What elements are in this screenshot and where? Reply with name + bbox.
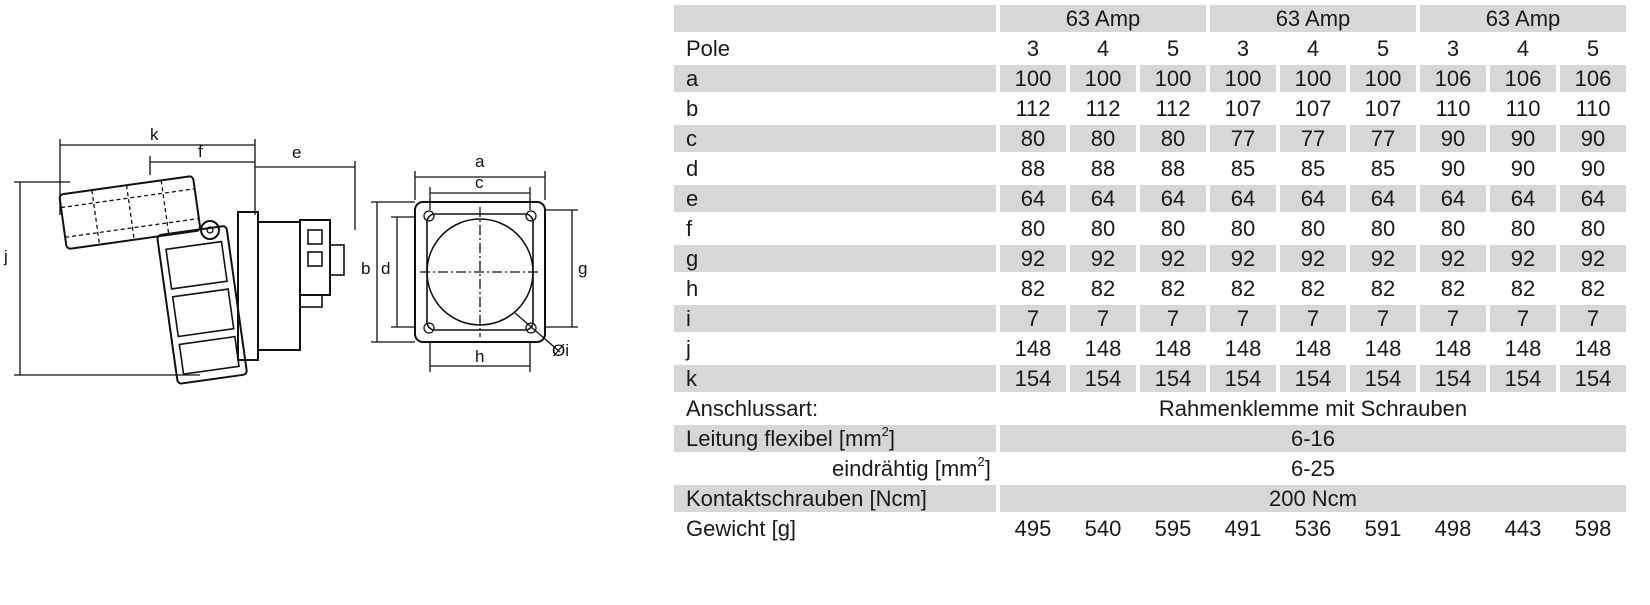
table-cell: 64 — [1210, 185, 1276, 212]
table-cell: 200 Ncm — [1000, 485, 1626, 512]
table-cell: 82 — [1140, 275, 1206, 302]
table-cell: 80 — [1280, 215, 1346, 242]
table-cell: 64 — [1350, 185, 1416, 212]
table-cell: 80 — [1000, 215, 1066, 242]
specification-table — [670, 2, 1630, 545]
row-label: f — [674, 215, 996, 242]
table-cell: 80 — [1000, 125, 1066, 152]
table-cell: 154 — [1210, 365, 1276, 392]
table-cell: 80 — [1210, 215, 1276, 242]
table-cell: 80 — [1070, 215, 1136, 242]
table-cell: 154 — [1140, 365, 1206, 392]
table-cell: 154 — [1000, 365, 1066, 392]
row-label: h — [674, 275, 996, 302]
table-cell: 82 — [1560, 275, 1626, 302]
table-cell: 88 — [1070, 155, 1136, 182]
table-cell: 3 — [1000, 35, 1066, 62]
table-cell: 82 — [1000, 275, 1066, 302]
table-cell: 154 — [1490, 365, 1556, 392]
table-cell: 148 — [1210, 335, 1276, 362]
table-cell: 80 — [1350, 215, 1416, 242]
table-cell: 107 — [1210, 95, 1276, 122]
table-cell: 80 — [1420, 215, 1486, 242]
table-cell: 148 — [1140, 335, 1206, 362]
dim-label-e: e — [292, 143, 302, 162]
table-cell: 107 — [1350, 95, 1416, 122]
table-cell: 110 — [1420, 95, 1486, 122]
table-cell: 88 — [1000, 155, 1066, 182]
dim-label-k: k — [150, 125, 159, 144]
table-cell: 90 — [1560, 155, 1626, 182]
row-label: c — [674, 125, 996, 152]
table-cell: 112 — [1070, 95, 1136, 122]
table-cell: 595 — [1140, 515, 1206, 542]
table-cell: 7 — [1000, 305, 1066, 332]
table-cell: 92 — [1140, 245, 1206, 272]
header-label — [674, 5, 996, 32]
table-cell: 443 — [1490, 515, 1556, 542]
table-cell: 92 — [1560, 245, 1626, 272]
table-row — [674, 365, 1626, 392]
table-cell: 82 — [1490, 275, 1556, 302]
table-cell: 85 — [1350, 155, 1416, 182]
table-cell: 90 — [1490, 155, 1556, 182]
table-cell: 154 — [1280, 365, 1346, 392]
table-cell: 106 — [1420, 65, 1486, 92]
table-cell: 64 — [1490, 185, 1556, 212]
table-row-leitung-flexibel — [674, 425, 1626, 452]
table-cell: 154 — [1350, 365, 1416, 392]
table-row — [674, 155, 1626, 182]
row-label: Anschlussart: — [674, 395, 996, 422]
table-cell: 491 — [1210, 515, 1276, 542]
table-row — [674, 65, 1626, 92]
row-label: g — [674, 245, 996, 272]
row-label: Leitung flexibel $[mm^2]$ — [674, 425, 996, 452]
table-cell: 82 — [1420, 275, 1486, 302]
table-cell: 90 — [1420, 125, 1486, 152]
row-label: eindrähtig $[mm^2]$ — [674, 455, 996, 482]
table-cell: 64 — [1420, 185, 1486, 212]
table-cell: 112 — [1140, 95, 1206, 122]
table-cell: 6-16 — [1000, 425, 1626, 452]
dim-label-g: g — [578, 259, 588, 278]
table-cell: 7 — [1350, 305, 1416, 332]
table-cell: 7 — [1490, 305, 1556, 332]
table-cell: 6-25 — [1000, 455, 1626, 482]
dim-label-j: j — [4, 247, 8, 266]
table-cell: 5 — [1350, 35, 1416, 62]
table-row — [674, 185, 1626, 212]
table-cell: 5 — [1560, 35, 1626, 62]
table-cell: 100 — [1350, 65, 1416, 92]
table-cell: 591 — [1350, 515, 1416, 542]
table-row — [674, 305, 1626, 332]
table-cell: 110 — [1560, 95, 1626, 122]
table-cell: 7 — [1210, 305, 1276, 332]
table-cell: 3 — [1210, 35, 1276, 62]
table-cell: 4 — [1490, 35, 1556, 62]
dim-label-h: h — [475, 347, 485, 366]
table-row-gewicht — [674, 515, 1626, 542]
table-row — [674, 215, 1626, 242]
header-group-2: 63 Amp — [1210, 5, 1416, 32]
table-cell: 82 — [1350, 275, 1416, 302]
table-cell: 148 — [1490, 335, 1556, 362]
table-cell: Rahmenklemme mit Schrauben — [1000, 395, 1626, 422]
row-label: i — [674, 305, 996, 332]
table-cell: 495 — [1000, 515, 1066, 542]
dim-label-f: f — [198, 142, 203, 161]
row-label: Pole — [674, 35, 996, 62]
table-cell: 90 — [1490, 125, 1556, 152]
table-cell: 4 — [1070, 35, 1136, 62]
row-label: a — [674, 65, 996, 92]
table-cell: 82 — [1280, 275, 1346, 302]
table-cell: 77 — [1280, 125, 1346, 152]
header-group-3: 63 Amp — [1420, 5, 1626, 32]
table-cell: 106 — [1490, 65, 1556, 92]
table-cell: 7 — [1140, 305, 1206, 332]
table-header-row — [674, 5, 1626, 32]
table-cell: 90 — [1560, 125, 1626, 152]
dim-label-a: a — [475, 152, 485, 171]
table-cell: 148 — [1070, 335, 1136, 362]
table-cell: 92 — [1210, 245, 1276, 272]
table-cell: 4 — [1280, 35, 1346, 62]
table-cell: 598 — [1560, 515, 1626, 542]
table-cell: 107 — [1280, 95, 1346, 122]
dim-label-i: Øi — [552, 341, 569, 360]
table-cell: 154 — [1420, 365, 1486, 392]
table-cell: 7 — [1420, 305, 1486, 332]
table-cell: 106 — [1560, 65, 1626, 92]
row-label: e — [674, 185, 996, 212]
table-cell: 64 — [1140, 185, 1206, 212]
table-row-eindraehtig — [674, 455, 1626, 482]
table-cell: 80 — [1560, 215, 1626, 242]
table-cell: 148 — [1000, 335, 1066, 362]
dimension-rows — [674, 65, 1626, 392]
table-cell: 80 — [1140, 215, 1206, 242]
header-group-1: 63 Amp — [1000, 5, 1206, 32]
row-label: k — [674, 365, 996, 392]
dim-label-c: c — [475, 173, 484, 192]
table-cell: 64 — [1070, 185, 1136, 212]
dimension-drawing-svg — [0, 0, 640, 605]
table-cell: 92 — [1350, 245, 1416, 272]
table-cell: 110 — [1490, 95, 1556, 122]
table-cell: 92 — [1420, 245, 1486, 272]
table-cell: 77 — [1210, 125, 1276, 152]
table-cell: 148 — [1560, 335, 1626, 362]
table-cell: 7 — [1560, 305, 1626, 332]
row-label: b — [674, 95, 996, 122]
table-cell: 92 — [1280, 245, 1346, 272]
table-cell: 80 — [1490, 215, 1556, 242]
table-cell: 5 — [1140, 35, 1206, 62]
table-cell: 3 — [1420, 35, 1486, 62]
table-cell: 112 — [1000, 95, 1066, 122]
row-label: Kontaktschrauben [Ncm] — [674, 485, 996, 512]
table-cell: 85 — [1280, 155, 1346, 182]
row-label: d — [674, 155, 996, 182]
table-row-kontaktschrauben — [674, 485, 1626, 512]
table-cell: 7 — [1280, 305, 1346, 332]
table-row — [674, 245, 1626, 272]
table-cell: 148 — [1280, 335, 1346, 362]
dim-label-b: b — [361, 259, 371, 278]
table-cell: 498 — [1420, 515, 1486, 542]
table-cell: 80 — [1070, 125, 1136, 152]
dim-label-d: d — [381, 259, 391, 278]
table-row — [674, 95, 1626, 122]
table-cell: 100 — [1070, 65, 1136, 92]
table-cell: 64 — [1000, 185, 1066, 212]
row-label: j — [674, 335, 996, 362]
table-cell: 90 — [1420, 155, 1486, 182]
table-row — [674, 125, 1626, 152]
table-cell: 100 — [1280, 65, 1346, 92]
table-cell: 148 — [1350, 335, 1416, 362]
table-cell: 7 — [1070, 305, 1136, 332]
table-cell: 88 — [1140, 155, 1206, 182]
table-cell: 100 — [1140, 65, 1206, 92]
table-row — [674, 275, 1626, 302]
row-label: Gewicht [g] — [674, 515, 996, 542]
table-cell: 80 — [1140, 125, 1206, 152]
table-cell: 82 — [1070, 275, 1136, 302]
table-cell: 82 — [1210, 275, 1276, 302]
table-cell: 540 — [1070, 515, 1136, 542]
technical-drawing — [0, 0, 640, 605]
table-cell: 100 — [1210, 65, 1276, 92]
table-cell: 85 — [1210, 155, 1276, 182]
table-row-anschlussart — [674, 395, 1626, 422]
table-cell: 92 — [1490, 245, 1556, 272]
table-cell: 64 — [1560, 185, 1626, 212]
table-cell: 64 — [1280, 185, 1346, 212]
table-cell: 148 — [1420, 335, 1486, 362]
table-cell: 77 — [1350, 125, 1416, 152]
table-cell: 92 — [1000, 245, 1066, 272]
table-row-pole — [674, 35, 1626, 62]
table-cell: 100 — [1000, 65, 1066, 92]
table-cell: 154 — [1070, 365, 1136, 392]
table-cell: 92 — [1070, 245, 1136, 272]
table-cell: 536 — [1280, 515, 1346, 542]
table-row — [674, 335, 1626, 362]
table-cell: 154 — [1560, 365, 1626, 392]
